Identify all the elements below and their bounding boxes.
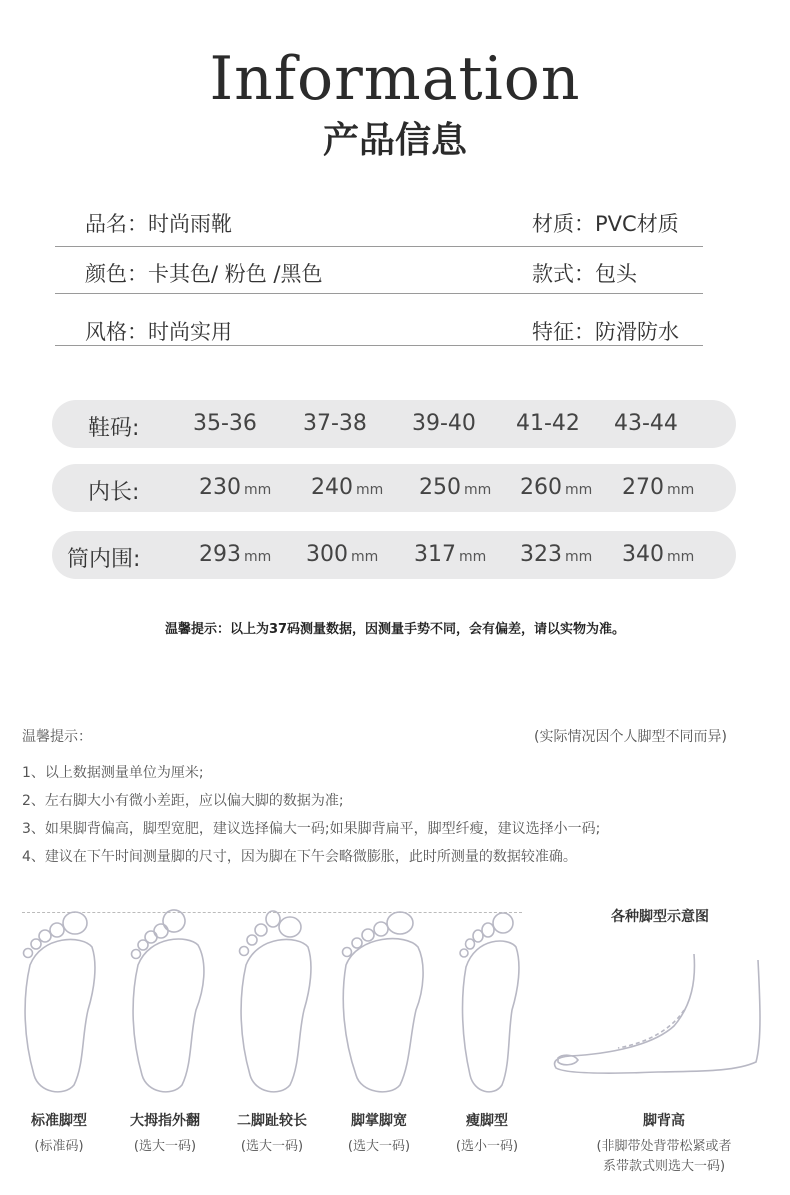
unit-label: mm <box>459 549 487 565</box>
unit-label: mm <box>565 549 593 565</box>
unit-label: mm <box>464 482 492 498</box>
circumference-cell <box>520 542 592 567</box>
foot-type-name: 二脚趾较长 <box>237 1113 307 1129</box>
tip-item: 3、如果脚背偏高，脚型宽肥，建议选择偏大一码;如果脚背扁平，脚型纤瘦，建议选择小一码; <box>22 821 601 837</box>
circumference-cell <box>199 542 271 567</box>
length-value: 270 <box>622 475 664 500</box>
tips-aside: (实际情况因个人脚型不同而异) <box>534 729 727 745</box>
circumference-value: 293 <box>199 542 241 567</box>
foot-high-instep-icon <box>548 950 768 1085</box>
foot-type-advice: (选小一码) <box>455 1139 519 1154</box>
foot-type-name: 大拇指外翻 <box>130 1113 200 1129</box>
foot-standard-icon <box>12 905 112 1103</box>
unit-label: mm <box>667 549 695 565</box>
circumference-value: 300 <box>306 542 348 567</box>
foot-bunion-icon <box>120 905 220 1103</box>
diagram-advice-line2: 系带款式则选大一码) <box>602 1159 726 1174</box>
circumference-cell <box>622 542 694 567</box>
unit-label: mm <box>244 549 272 565</box>
size-value: 43-44 <box>614 411 678 436</box>
info-row-color-style <box>55 246 703 294</box>
length-cell <box>311 475 383 500</box>
length-value: 240 <box>311 475 353 500</box>
length-cell <box>622 475 694 500</box>
size-value: 39-40 <box>412 411 476 436</box>
product-material: 材质：PVC材质 <box>532 212 679 236</box>
unit-label: mm <box>565 482 593 498</box>
length-value: 260 <box>520 475 562 500</box>
circumference-label: 筒内围: <box>67 547 141 572</box>
foot-long-second-toe-icon <box>228 905 328 1103</box>
diagram-name: 脚背高 <box>643 1113 685 1129</box>
foot-wide-icon <box>334 905 434 1103</box>
size-row-shaft-circumference <box>52 531 736 579</box>
diagram-advice-line1: (非脚带处背带松紧或者 <box>596 1139 732 1154</box>
product-fashion: 风格：时尚实用 <box>85 320 232 344</box>
foot-type-advice: (选大一码) <box>133 1139 197 1154</box>
product-name: 品名：时尚雨靴 <box>85 212 232 236</box>
foot-type-name: 脚掌脚宽 <box>351 1113 407 1129</box>
title-english: Information <box>209 44 581 114</box>
foot-type-name: 瘦脚型 <box>466 1113 508 1129</box>
tip-item: 4、建议在下午时间测量脚的尺寸，因为脚在下午会略微膨胀，此时所测量的数据较准确。 <box>22 849 577 865</box>
circumference-value: 340 <box>622 542 664 567</box>
unit-label: mm <box>356 482 384 498</box>
foot-type-advice: (标准码) <box>34 1139 84 1154</box>
info-row-name-material <box>55 196 703 247</box>
size-value: 37-38 <box>303 411 367 436</box>
diagram-title: 各种脚型示意图 <box>611 909 709 925</box>
size-value: 41-42 <box>516 411 580 436</box>
product-color: 颜色：卡其色/ 粉色 /黑色 <box>85 262 323 286</box>
unit-label: mm <box>667 482 695 498</box>
size-row-shoe-size <box>52 400 736 448</box>
length-cell <box>199 475 271 500</box>
foot-type-advice: (选大一码) <box>347 1139 411 1154</box>
tip-item: 1、以上数据测量单位为厘米; <box>22 765 204 781</box>
product-style: 款式：包头 <box>532 262 637 286</box>
length-label: 内长: <box>88 480 140 505</box>
unit-label: mm <box>244 482 272 498</box>
unit-label: mm <box>351 549 379 565</box>
length-value: 250 <box>419 475 461 500</box>
title-chinese: 产品信息 <box>322 119 467 161</box>
tips-heading: 温馨提示： <box>22 729 92 745</box>
foot-type-name: 标准脚型 <box>31 1113 87 1129</box>
product-feature: 特征：防滑防水 <box>532 320 679 344</box>
circumference-value: 317 <box>414 542 456 567</box>
size-value: 35-36 <box>193 411 257 436</box>
length-cell <box>419 475 491 500</box>
size-label: 鞋码: <box>88 416 140 441</box>
circumference-value: 323 <box>520 542 562 567</box>
length-value: 230 <box>199 475 241 500</box>
length-cell <box>520 475 592 500</box>
info-row-fashion-feature <box>55 310 703 346</box>
measurement-note: 温馨提示：以上为37码测量数据，因测量手势不同，会有偏差，请以实物为准。 <box>164 622 626 637</box>
circumference-cell <box>414 542 486 567</box>
tip-item: 2、左右脚大小有微小差距，应以偏大脚的数据为准; <box>22 793 344 809</box>
foot-slim-icon <box>442 905 542 1103</box>
foot-type-advice: (选大一码) <box>240 1139 304 1154</box>
size-row-inner-length <box>52 464 736 512</box>
circumference-cell <box>306 542 378 567</box>
